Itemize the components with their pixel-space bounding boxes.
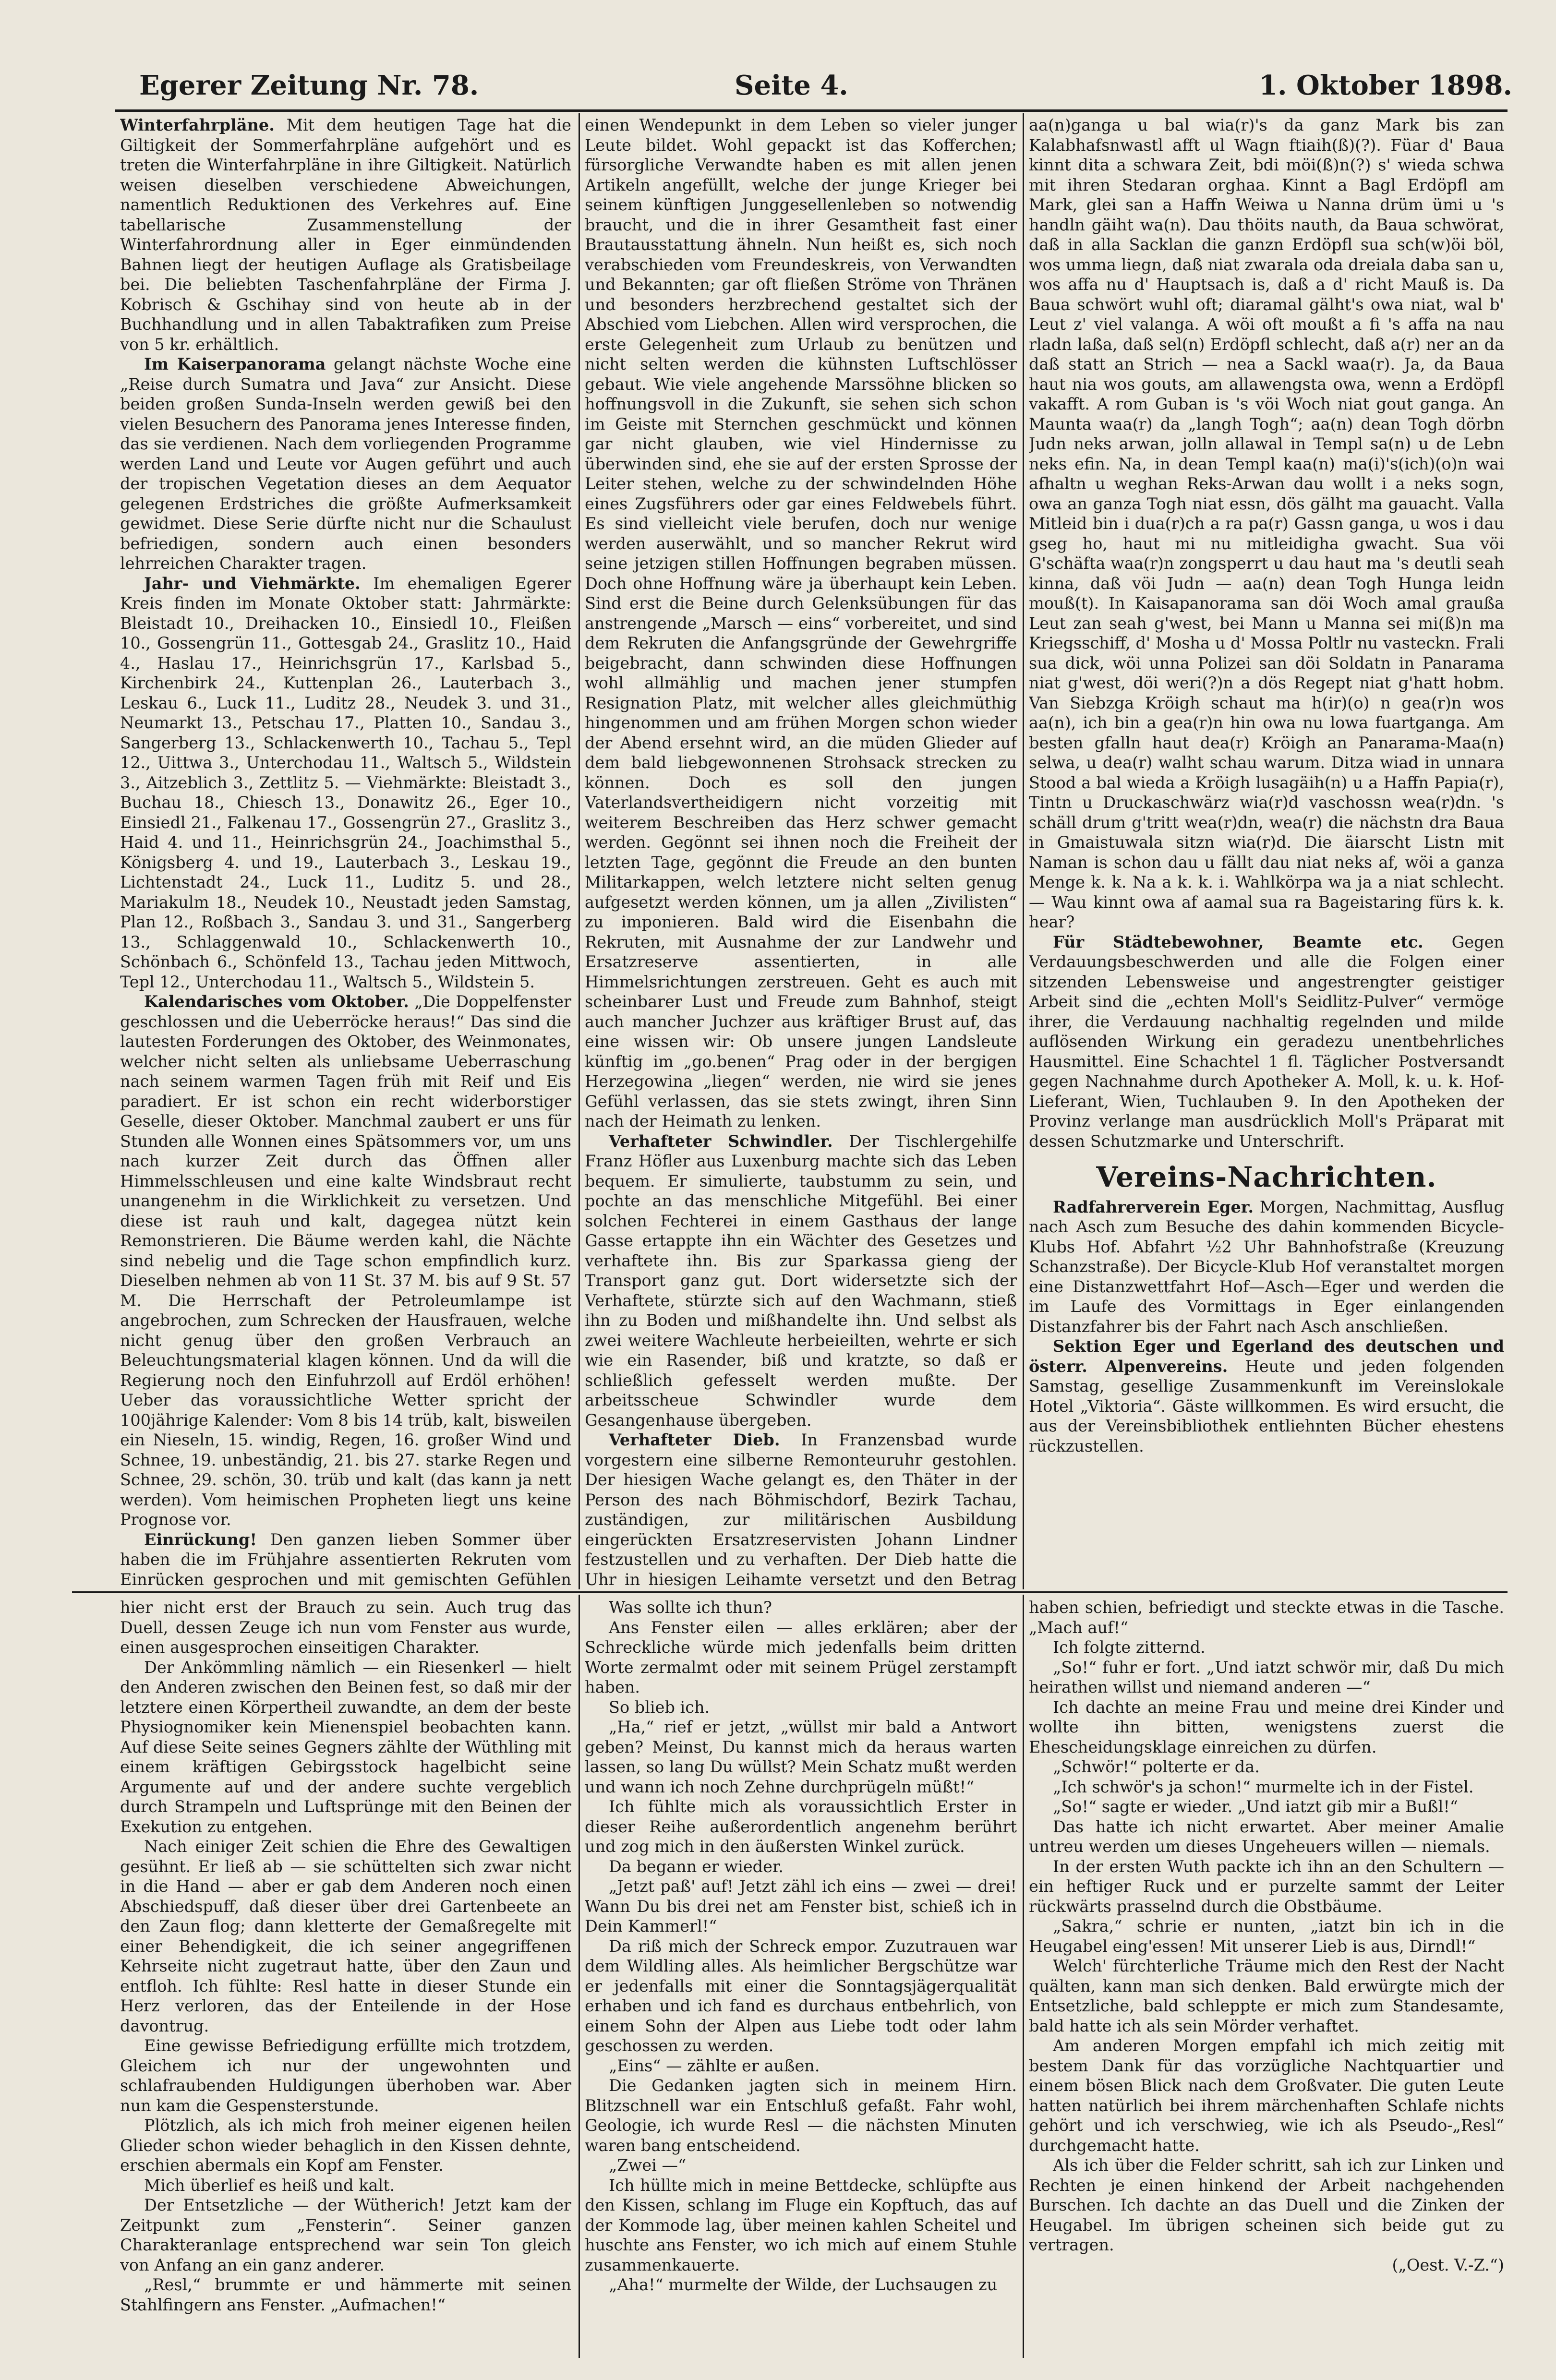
paragraph: Ich dachte an meine Frau und meine drei Kinder und wollte ihn bitten, wenigstens zuerst die Ehescheidungsklage einreichen zu dürfen. xyxy=(1029,1697,1504,1756)
article-aladahand-cont: aa(n)ganga u bal wia(r)'s da ganz Mark bis zan Kalabhafsnwastl afft ul Wagn ftiaih(ß)(?). Füar d' Baua kinnt dita a schwara Zeit, bdi möi(ß)n(?) s' wieda schwa mit ihren Stedaran orghaa. Kinnt a Bagl Erdöpfl am Mark, glei san a Haffn Weiwa u Nanna drüm ümi u 's handln gäiht wa(n). Dau thöits nauth, da Baua schwörat, daß in alla Sacklan die ganzn Erdöpfl sua sch(w)öi böl, wos umma liegn, daß niat zwarala oda dreiala daba san u, wos affa nu d' Hauptsach is, daß a d' richt Mauß is. Da Baua schwört wuhl oft; diaramal gälht's owa niat, wal b' Leut z' viel valanga. A wöi oft moußt a fi 's affa na nau rladn laßa, daß sel(n) Erdöpfl schlecht, daß a(r) ner an da daß statt an Strich — nea a Sackl waa(r). Ja, da Baua haut nia wos gouts, am allawengsta owa, wenn a Erdöpfl vakafft. A rom Guban is 's vöi Woch niat gout ganga. An Maunta waa(r) da „langh Togh“; aa(n) dean Togh dörbn Judn neks arwan, jolln allawal in Templ sa(n) u de Lebn neks efin. Na, in dean Templ kaa(n) ma(i)'s(ich)(o)n wai afhaltn u weghan Reks-Arwan dau wollt i a neks sogn, owa an ganza Togh niat essn, dös gälht ma gauacht. Valla Mitleid bin i dua(r)ch a ra pa(r) Gassn ganga, u wos i dau gseg ho, haut mi nu mitleidigha gwacht. Sua vöi G'schäfta waa(r)n zongsperrt u dau haut ma 's deutli seah kinna, daß vöi Judn — aa(n) dean Togh Hunga leidn mouß(t). In Kaisapanorama san döi Woch amal graußa Leut zan seah g'west, bei Mann u Manna sei mi(ß)n ma Kriegsschiff, d' Mosha u d' Mossa Poltlr nu vasteckn. Frali sua dick, wöi unna Polizei san döi Soldatn in Panarama niat g'west, döi weri(?)n a dös Regept niat g'hatt hobm. Van Siebzga Kröigh schaut ma h(ir)(o) n gea(r)n wos aa(n), ich bin a gea(r)n hin owa nu lowa fuartganga. Am besten gfalln haut dea(r) Kröigh an Panarama-Maa(n) selwa, u dea(r) walht schau warum. Ditza wiad in unnara Stood a bal wieda a Kröigh lusagäih(n) u a Haffn Papia(r), Tintn u Druckaschwärz wia(r)d vaschossn wea(r)dn. 's schäll drum g'tritt wea(r)dn, wea(r) die nächstn dra Baua in Gmaistuwala sitzn wia(r)d. Die äiarscht Listn mit Naman is schon dau u fällt dau niat neks af, wöi a ganza Menge k. k. Na a k. k. i. Wahlkörpa wa ja a niat schlecht. — Wau kinnt owa af aamal sua ra Bageistaring fürs k. k. hear? xyxy=(1029,116,1504,931)
article-heading: Verhafteter Dieb. xyxy=(609,1430,780,1449)
paragraph: In der ersten Wuth packte ich ihn an den Schultern — ein heftiger Ruck und er purzelte sammt der Leiter rückwärts prasselnd durch die Obstbäume. xyxy=(1029,1857,1504,1916)
paragraph: Ich fühlte mich als voraussichtlich Erster in dieser Reihe außerordentlich angenehm berührt und zog mich in den äußersten Winkel zurück. xyxy=(585,1797,1017,1856)
article-body: Morgen, Nachmittag, Ausflug nach Asch zum Besuche des dahin kommenden Bicycle-Klubs Hof. Abfahrt ½2 Uhr Bahnhofstraße (Kreuzung Schanzstraße). Der Bicycle-Klub Hof veranstaltet morgen eine Distanzwettfahrt Hof—Asch—Eger und werden die im Laufe des Vormittags in Eger einlangenden Distanzfahrer bis der Fahrt nach Asch anschließen. xyxy=(1029,1197,1504,1336)
section-title-vereins-nachrichten: Vereins-Nachrichten. xyxy=(1096,1161,1437,1193)
paragraph: Das hatte ich nicht erwartet. Aber meiner Amalie untreu werden um dieses Ungeheuers willen — niemals. xyxy=(1029,1817,1504,1856)
header-paper-issue: Egerer Zeitung Nr. 78. xyxy=(139,70,479,101)
article-body: Heute und jeden folgenden Samstag, gesellige Zusammenkunft im Vereinslokale Hotel „Viktoria“. Gäste willkommen. Es wird ersucht, die aus der Vereinsbibliothek entliehnten Bücher ehestens rückzustellen. xyxy=(1029,1357,1504,1455)
article-heading: Im Kaiserpanorama xyxy=(144,355,326,373)
feuilleton-column-1 xyxy=(120,1598,571,2361)
article-heading: Radfahrerverein Eger. xyxy=(1053,1197,1254,1216)
paragraph: „Ich schwör's ja schon!“ murmelte ich in der Fistel. xyxy=(1053,1777,1474,1796)
paragraph: „Aha!“ murmelte der Wilde, der Luchsaugen zu xyxy=(609,2275,998,2294)
article-maerkte xyxy=(120,574,571,992)
article-body: Den ganzen lieben Sommer über haben die im Frühjahre assentierten Rekruten vom Einrücken gesprochen und mit gemischten Gefühlen xyxy=(120,1530,571,1589)
column-rule xyxy=(579,113,580,1589)
header-page-number: Seite 4. xyxy=(735,70,848,101)
column-rule xyxy=(1023,1595,1024,2358)
article-winterfahrplaene xyxy=(120,115,571,354)
masthead xyxy=(91,70,1512,113)
feuilleton-column-3 xyxy=(1029,1598,1504,2361)
feuilleton-rule xyxy=(72,1591,1508,1593)
paragraph: Eine gewisse Befriedigung erfüllte mich trotzdem, Gleichem ich nur der ungewohnten und schlafraubenden Huldigungen überhoben war. Aber nun kam die Gespensterstunde. xyxy=(120,2036,571,2115)
paragraph: Ans Fenster eilen — alles erklären; aber der Schreckliche würde mich jedenfalls beim dritten Worte zermalmt oder mit seinem Prügel zerstampft haben. xyxy=(585,1618,1017,1696)
column-rule xyxy=(579,1595,580,2358)
paragraph: hier nicht erst der Brauch zu sein. Auch trug das Duell, dessen Zeuge ich nun vom Fenster aus wurde, einen ausgesprochen einseitigen Charakter. xyxy=(120,1598,571,1657)
article-body: Im ehemaligen Egerer Kreis finden im Monate Oktober statt: Jahrmärkte: Bleistadt 10., Dreihacken 10., Einsiedl 10., Fleißen 10., Gossengrün 11., Gottesgab 24., Graslitz 10., Haid 4., Haslau 17., Heinrichsgrün 17., Karlsbad 5., Kirchenbirk 24., Kuttenplan 26., Lauterbach 3., Leskau 6., Luck 11., Luditz 28., Neudek 3. und 31., Neumarkt 13., Petschau 17., Platten 10., Sandau 3., Sangerberg 13., Schlackenwerth 10., Tachau 5., Tepl 12., Uittwa 3., Unterchodau 11., Waltsch 5., Wildstein 3., Aitzeblich 3., Zettlitz 5. — Viehmärkte: Bleistadt 3., Buchau 18., Chiesch 13., Donawitz 26., Eger 10., Einsiedl 21., Falkenau 17., Gossengrün 27., Graslitz 3., Haid 4. und 11., Heinrichsgrün 24., Joachimsthal 5., Königsberg 4. und 19., Lauterbach 3., Leskau 19., Lichtenstadt 24., Luck 11., Luditz 5. und 28., Mariakulm 18., Neudek 10., Neustadt jeden Samstag, Plan 12., Roßbach 3., Sandau 3. und 31., Sangerberg 13., Schlaggenwald 10., Schlackenwerth 10., Schönbach 6., Schönfeld 13., Tachau jeden Mittwoch, Tepl 12., Unterchodau 11., Waltsch 5., Wildstein 5. xyxy=(120,574,571,991)
top-column-3 xyxy=(1029,115,1504,1589)
article-body: „Die Doppelfenster geschlossen und die Ueberröcke heraus!“ Das sind die lautesten Forderungen des Oktober, des Weinmonates, welcher nicht selten als unliebsame Ueberraschung nach seinem warmen Tagen früh mit Reif und Eis paradiert. Er ist schon ein recht widerborstiger Geselle, dieser Oktober. Manchmal zaubert er uns für Stunden alle Wonnen eines Spätsommers vor, um uns nach kurzer Zeit durch das Öffnen aller Himmelsschleusen und eine kalte Windsbraut recht unangenehm in die Wirklichkeit zu versetzen. Und diese ist rauh und kalt, dagegea nützt kein Remonstrieren. Die Bäume werden kahl, die Nächte sind nebelig und die Tage schon empfindlich kurz. Dieselben nehmen ab von 11 St. 37 M. bis auf 9 St. 57 M. Die Herrschaft der Petroleumlampe ist angebrochen, zum Schrecken der Hausfrauen, welche nicht genug über den großen Verbrauch an Beleuchtungsmaterial klagen können. Und da will die Regierung noch den Einfuhrzoll auf Erdöl erhöhen! Ueber das voraussichtliche Wetter spricht der 100jährige Kalender: Vom 8 bis 14 trüb, kalt, bisweilen ein Nieseln, 15. windig, Regen, 16. großer Wind und Schnee, 19. unbeständig, 21. bis 27. starke Regen und Schnee, 29. schön, 30. trüb und kalt (das kann ja nett werden). Vom heimischen Propheten liegt uns keine Prognose vor. xyxy=(120,992,571,1529)
article-kaiserpanorama xyxy=(120,354,571,574)
article-heading: Kalendarisches vom Oktober. xyxy=(144,992,409,1011)
article-heading: Sektion Eger und Egerland des deutschen und österr. Alpenvereins. xyxy=(1029,1337,1504,1376)
paragraph: Nach einiger Zeit schien die Ehre des Gewaltigen gesühnt. Er ließ ab — sie schüttelten sich zwar nicht in die Hand — aber er gab dem Anderen noch einen Abschiedspuff, daß dieser über drei Gartenbeete an den Zaun flog; dann kletterte der Gemaßregelte mit einer Behendigkeit, die ich seiner angegriffenen Kehrseite nicht zugetraut hatte, über den Zaun und entfloh. Ich fühlte: Resl hatte in dieser Stunde ein Herz verloren, das der Enteilende in der Hose davontrug. xyxy=(120,1837,571,2035)
paragraph: Der Ankömmling nämlich — ein Riesenkerl — hielt den Anderen zwischen den Beinen fest, so daß mir der letztere einen Körpertheil zuwandte, an dem der beste Physiognomiker kein Mienenspiel beobachten kann. Auf diese Seite seines Gegners zählte der Wüthling mit einem kräftigen Gebirgsstock hagelbicht seine Argumente auf und der andere suchte vergeblich durch Strampeln und Luftsprünge mit den Beinen der Exekution zu entgehen. xyxy=(120,1658,571,1836)
paragraph: Ich hüllte mich in meine Bettdecke, schlüpfte aus den Kissen, schlang im Fluge ein Kopftuch, das auf der Kommode lag, über meinen kahlen Scheitel und huschte ans Fenster, wo ich mich auf einem Stuhle zusammenkauerte. xyxy=(585,2176,1017,2274)
paragraph: Was sollte ich thun? xyxy=(609,1598,772,1617)
article-schwindler xyxy=(585,1131,1017,1430)
article-heading: Verhafteter Schwindler. xyxy=(609,1131,833,1151)
article-body: In Franzensbad wurde vorgestern eine silberne Remonteuruhr gestohlen. Der hiesigen Wache gelangt es, den Thäter in der Person des nach Böhmischdorf, Bezirk Tachau, zuständigen, zur militärischen Ausbildung eingerückten Ersatzreservisten Johann Lindner festzustellen und zu verhaften. Der Dieb hatte die Uhr in hiesigen Leihamte versetzt und den Betrag xyxy=(585,1430,1017,1589)
paragraph: „So!“ sagte er wieder. „Und iatzt gib mir a Bußl!“ xyxy=(1053,1797,1458,1816)
advert-heading: Für Städtebewohner, Beamte etc. xyxy=(1053,932,1423,951)
paragraph: Da begann er wieder. xyxy=(609,1857,784,1876)
paragraph: „Jetzt paß' auf! Jetzt zähl ich eins — zwei — drei! Wann Du bis drei net am Fenster bist, schieß ich in Dein Kammerl!“ xyxy=(585,1877,1017,1935)
paragraph: haben schien, befriedigt und steckte etwas in die Tasche. „Mach auf!“ xyxy=(1029,1598,1504,1637)
feuilleton-column-2 xyxy=(585,1598,1017,2361)
article-heading: Jahr- und Viehmärkte. xyxy=(144,574,361,593)
paragraph: Da riß mich der Schreck empor. Zuzutrauen war dem Wildling alles. Als heimlicher Bergschütze war er jedenfalls mit einer die Sonntagsjägerqualität erhaben und ich fand es durchaus entbehrlich, von einem Sohn der Alpen aus Liebe todt oder lahm geschossen zu werden. xyxy=(585,1936,1017,2055)
article-kalendarisches xyxy=(120,992,571,1530)
column-rule xyxy=(1023,113,1024,1589)
paragraph: Welch' fürchterliche Träume mich den Rest der Nacht quälten, kann man sich denken. Bald erwürgte mich der Entsetzliche, bald schleppte er mich zum Standesamte, bald hatte ich als sein Mörder verhaftet. xyxy=(1029,1957,1504,2035)
paragraph: Als ich über die Felder schritt, sah ich zur Linken und Rechten je einen hinkend der Arbeit nachgehenden Burschen. Ich dachte an das Duell und die Zinken der Heugabel. Im übrigen scheinen sich beide gut zu vertragen. xyxy=(1029,2156,1504,2254)
paragraph: „Schwör!“ polterte er da. xyxy=(1053,1757,1260,1776)
article-einrueckung xyxy=(120,1530,571,1589)
paragraph: Der Entsetzliche — der Wütherich! Jetzt kam der Zeitpunkt zum „Fensterin“. Seiner ganzen Charakteranlage entsprechend war sein Ton gleich von Anfang an ein ganz anderer. xyxy=(120,2196,571,2274)
article-radfahrerverein xyxy=(1029,1197,1504,1337)
article-alpenverein xyxy=(1029,1336,1504,1456)
paragraph: Ich folgte zitternd. xyxy=(1053,1638,1206,1657)
paragraph: Die Gedanken jagten sich in meinem Hirn. Blitzschnell war ein Entschluß gefaßt. Fahr wohl, Geologie, ich wurde Resl — die nächsten Minuten waren bang entscheidend. xyxy=(585,2076,1017,2155)
article-heading: Einrückung! xyxy=(144,1530,257,1549)
article-einrueckung-cont: einen Wendepunkt in dem Leben so vieler junger Leute bildet. Wohl gepackt ist das Kofferchen; fürsorgliche Verwandte haben es mit allen jenen Artikeln angefüllt, welche der junge Krieger bei seinem künftigen Junggesellenleben so notwendig braucht, und die in ihrer Gesamtheit fast einer Brautausstattung ähneln. Nun heißt es, sich noch verabschieden vom Freundeskreis, von Verwandten und Bekannten; gar oft fließen Ströme von Thränen und besonders herzbrechend gestaltet sich der Abschied vom Liebchen. Allen wird versprochen, die erste Gelegenheit zum Urlaub zu benützen und nicht selten werden die kühnsten Luftschlösser gebaut. Wie viele angehende Marssöhne blicken so hoffnungsvoll in die Zukunft, sie sehen sich schon im Geiste mit Sternchen geschmückt und können gar nicht glauben, wie viel Hindernisse zu überwinden sind, ehe sie auf der ersten Sprosse der Leiter stehen, welche zu der schwindelnden Höhe eines Zugsführers oder gar eines Feldwebels führt. Es sind vielleicht viele berufen, doch nur wenige werden auserwählt, und so mancher Rekrut wird seine jetzigen stillen Hoffnungen begraben müssen. Doch ohne Hoffnung wäre ja überhaupt kein Leben. Sind erst die Beine durch Gelenksübungen für das anstrengende „Marsch — eins“ vorbereitet, und sind dem Rekruten die Anfangsgründe der Gewehrgriffe beigebracht, dann schwinden diese Hoffnungen wohl allmählig und machen jener stumpfen Resignation Platz, mit welcher alles gleichmüthig hingenommen und am frühen Morgen schon wieder der Abend ersehnt wird, an die müden Glieder auf dem bald liebgewonnenen Strohsack strecken zu können. Doch es soll den jungen Vaterlandsvertheidigern nicht vorzeitig mit weiterem Beschreiben das Herz schwer gemacht werden. Gegönnt sei ihnen noch die Freiheit der letzten Tage, gegönnt die Freude an den bunten Militarkappen, welch letztere nicht selten genug aufgesetzt werden können, um ja allen „Zivilisten“ zu imponieren. Bald wird die Eisenbahn die Rekruten, mit Ausnahme der zur Landwehr und Ersatzreserve assentierten, in alle Himmelsrichtungen zerstreuen. Geht es auch mit scheinbarer Lust und Freude zum Bahnhof, steigt auch mancher Juchzer aus kräftiger Brust auf, das eine wissen wir: Ob unsere jungen Landsleute künftig im „go.benen“ Prag oder in der bergigen Herzegowina „liegen“ werden, nie wird sie jenes Gefühl verlassen, das sie stets zwingt, ihren Sinn nach der Heimath zu lenken. xyxy=(585,116,1017,1130)
paragraph: „Resl,“ brummte er und hämmerte mit seinen Stahlfingern ans Fenster. „Aufmachen!“ xyxy=(120,2275,571,2314)
article-body: gelangt nächste Woche eine „Reise durch Sumatra und Java“ zur Ansicht. Diese beiden großen Sunda-Inseln werden gewiß bei den vielen Besuchern des Panorama jenes Interesse finden, das sie verdienen. Nach dem vorliegenden Programme werden Land und Leute vor Augen geführt und auch der tropischen Vegetation dieses an dem Aequator gelegenen Erdstriches die größte Aufmerksamkeit gewidmet. Diese Serie dürfte nicht nur die Schaulust befriedigen, sondern auch einen besonders lehrreichen Charakter tragen. xyxy=(120,355,571,573)
header-rule xyxy=(115,109,1508,112)
paragraph: Mich überlief es heiß und kalt. xyxy=(144,2176,395,2195)
paragraph: „Ha,“ rief er jetzt, „wüllst mir bald a Antwort geben? Meinst, Du kannst mich da heraus warten lassen, so lang Du wüllst? Mein Schatz mußt werden und wann ich noch Zehne durchprügeln müßt!“ xyxy=(585,1718,1017,1796)
header-date: 1. Oktober 1898. xyxy=(1259,70,1512,101)
paragraph: So blieb ich. xyxy=(609,1697,710,1717)
article-dieb xyxy=(585,1430,1017,1589)
source-credit: („Oest. V.-Z.“) xyxy=(1392,2255,1504,2274)
article-body: Mit dem heutigen Tage hat die Giltigkeit der Sommerfahrpläne aufgehört und es treten die Winterfahrpläne in ihre Giltigkeit. Natürlich weisen dieselben verschiedene Abweichungen, namentlich Reduktionen des Verkehres auf. Eine tabellarische Zusammenstellung der Winterfahrordnung aller in Eger einmündenden Bahnen liegt der heutigen Auflage als Gratisbeilage bei. Die beliebten Taschenfahrpläne der Firma J. Kobrisch & Gschihay sind von heute ab in der Buchhandlung und in allen Tabaktrafiken zum Preise von 5 kr. erhältlich. xyxy=(120,116,571,354)
top-column-1 xyxy=(120,115,571,1589)
paragraph: Plötzlich, als ich mich froh meiner eigenen heilen Glieder schon wieder behaglich in den Kissen dehnte, erschien abermals ein Kopf am Fenster. xyxy=(120,2116,571,2175)
advert-staedtebewohner xyxy=(1029,932,1504,1152)
top-column-2 xyxy=(585,115,1017,1589)
article-body: Der Tischlergehilfe Franz Höfler aus Luxenburg machte sich das Leben bequem. Er simulierte, taubstumm zu sein, und pochte an das menschliche Mitgefühl. Bei einer solchen Fechterei in einem Gasthaus der lange Gasse ertappte ihn ein Wächter des Gesetzes und verhaftete ihn. Bis zur Sparkassa gieng der Transport ganz gut. Dort widersetzte sich der Verhaftete, stürzte sich auf den Wachmann, stieß ihn zu Boden und mißhandelte ihn. Und selbst als zwei weitere Wachleute herbeieilten, wehrte er sich wie ein Rasender, biß und kratzte, so daß er schließlich gefesselt werden mußte. Der arbeitsscheue Schwindler wurde dem Gesangenhause übergeben. xyxy=(585,1131,1017,1430)
paragraph: „So!“ fuhr er fort. „Und iatzt schwör mir, daß Du mich heirathen willst und niemand anderen —“ xyxy=(1029,1658,1504,1696)
paragraph: „Zwei —“ xyxy=(609,2156,687,2175)
article-heading: Winterfahrpläne. xyxy=(120,116,275,134)
paragraph: „Sakra,“ schrie er nunten, „iatzt bin ich in die Heugabel eing'essen! Mit unserer Lieb is aus, Dirndl!“ xyxy=(1029,1917,1504,1956)
paragraph: Am anderen Morgen empfahl ich mich zeitig mit bestem Dank für das vorzügliche Nachtquartier und einem bösen Blick nach dem Großvater. Die guten Leute hatten natürlich bei ihrem märchenhaften Schlafe nichts gehört und ich verschwieg, wie ich als Pseudo-„Resl“ durchgemacht hatte. xyxy=(1029,2036,1504,2155)
advert-body: Gegen Verdauungsbeschwerden und alle die Folgen einer sitzenden Lebensweise und angestrengter geistiger Arbeit sind die „echten Moll's Seidlitz-Pulver“ vermöge ihrer, die Verdauung nachhaltig regelnden und milde auflösenden Wirkung ein geradezu unentbehrliches Hausmittel. Eine Schachtel 1 fl. Täglicher Postversandt gegen Nachnahme durch Apotheker A. Moll, k. u. k. Hof-Lieferant, Wien, Tuchlauben 9. In den Apotheken der Provinz verlange man ausdrücklich Moll's Präparat mit dessen Schutzmarke und Unterschrift. xyxy=(1029,932,1504,1151)
paragraph: „Eins“ — zählte er außen. xyxy=(609,2056,820,2075)
